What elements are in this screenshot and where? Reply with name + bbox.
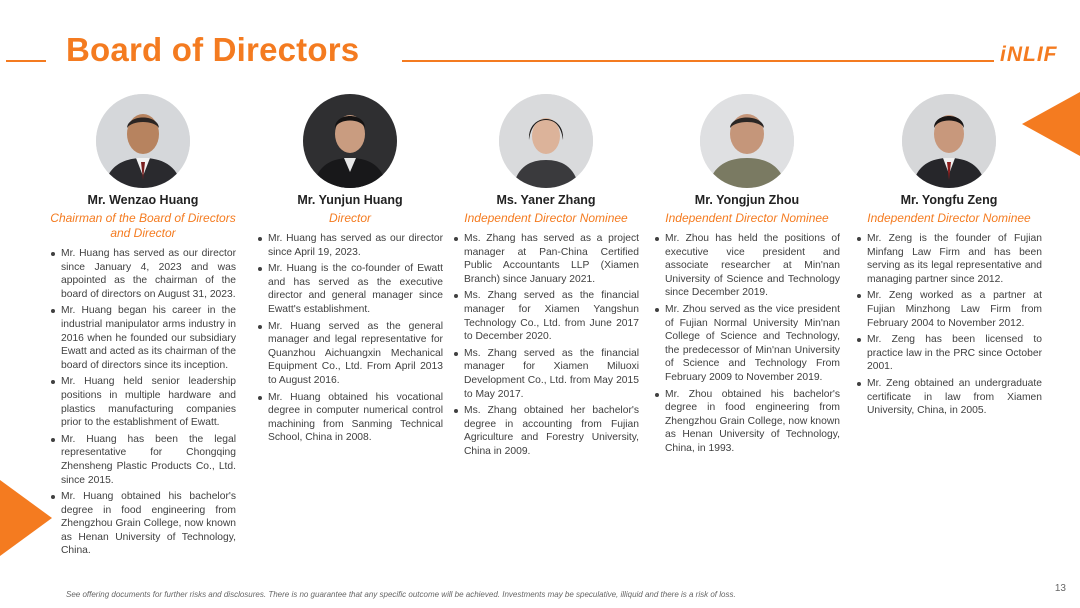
director-role: Independent Director Nominee	[665, 211, 829, 225]
bio-bullet: Mr. Huang has served as our director since January 4, 2023 and was appointed as the chairman of the board of directors on August 31, 2023.	[50, 247, 236, 301]
bio-bullet: Mr. Zhou obtained his bachelor's degree in food engineering from Zhengzhou Grain College, now known as Henan University of Technology, China, in 1993.	[654, 388, 840, 456]
director-card-yongjun-zhou	[654, 94, 840, 459]
person-photo-icon	[499, 94, 593, 188]
director-bio-list	[257, 232, 443, 445]
bio-bullet: Ms. Zhang served as the financial manager for Xiamen Yangshun Technology Co., Ltd. from June 2017 to December 2020.	[453, 289, 639, 343]
logo-text: iNLIF	[1000, 44, 1058, 66]
person-photo-icon	[303, 94, 397, 188]
bio-bullet: Mr. Huang has served as our director since April 19, 2023.	[257, 232, 443, 259]
director-bio-list	[654, 232, 840, 456]
company-logo	[1000, 44, 1076, 66]
bio-bullet: Mr. Zeng worked as a partner at Fujian Minzhong Law Firm from February 2004 to November 2012.	[856, 289, 1042, 330]
director-bio-list	[453, 232, 639, 459]
bio-bullet: Mr. Huang held senior leadership positions in multiple hardware and plastics manufacturing companies prior to the establishment of Ewatt.	[50, 375, 236, 429]
accent-line-right	[402, 60, 994, 62]
accent-line-left	[6, 60, 46, 62]
bio-bullet: Ms. Zhang served as the financial manager for Xiamen Miluoxi Development Co., Ltd. from May 2015 to May 2017.	[453, 347, 639, 401]
director-card-yongfu-zeng	[856, 94, 1042, 421]
director-name: Ms. Yaner Zhang	[496, 193, 596, 207]
director-bio-list	[856, 232, 1042, 418]
director-card-yunjun-huang	[257, 94, 443, 448]
bio-bullet: Mr. Huang obtained his vocational degree in computer numerical control machining from Sanming Technical School, China in 2008.	[257, 391, 443, 445]
bio-bullet: Mr. Huang obtained his bachelor's degree in food engineering from Zhengzhou Grain College, now known as Henan University of Technology, China.	[50, 490, 236, 558]
bio-bullet: Mr. Huang began his career in the industrial manipulator arms industry in 2016 when he founded our subsidiary Ewatt and acted as its chairman of the board of directors since its inception.	[50, 304, 236, 372]
director-role: Independent Director Nominee	[867, 211, 1031, 225]
bio-bullet: Mr. Zeng is the founder of Fujian Minfang Law Firm and has been serving as its legal representative and managing partner since 2012.	[856, 232, 1042, 286]
bio-bullet: Mr. Zhou served as the vice president of Fujian Normal University Min'nan College of Science and Technology, the predecessor of Min'nan University of Science and Technology From February 2009 to November 2019.	[654, 303, 840, 385]
bio-bullet: Mr. Zeng has been licensed to practice law in the PRC since October 2001.	[856, 333, 1042, 374]
director-card-yaner-zhang	[453, 94, 639, 462]
person-photo-icon	[96, 94, 190, 188]
director-role: Chairman of the Board of Directors and Director	[50, 211, 236, 240]
decorative-triangle-left	[0, 480, 52, 556]
director-name: Mr. Wenzao Huang	[87, 193, 199, 207]
bio-bullet: Mr. Huang has been the legal representative for Chongqing Zhensheng Plastic Products Co., Ltd. since 2015.	[50, 433, 236, 487]
bio-bullet: Mr. Zhou has held the positions of executive vice president and associate researcher at Min'nan University of Science and Technology since December 2019.	[654, 232, 840, 300]
director-role: Independent Director Nominee	[464, 211, 628, 225]
person-photo-icon	[902, 94, 996, 188]
page-number: 13	[1054, 583, 1066, 594]
bio-bullet: Ms. Zhang has served as a project manager at Pan-China Certified Public Accountants LLP (Xiamen Branch) since January 2021.	[453, 232, 639, 286]
bio-bullet: Ms. Zhang obtained her bachelor's degree in accounting from Fujian Agriculture and Forestry University, China in 2009.	[453, 404, 639, 458]
bio-bullet: Mr. Huang served as the general manager and legal representative for Quanzhou Aichuangxin Mechanical Equipment Co., Ltd. From April 2013 to August 2016.	[257, 320, 443, 388]
director-name: Mr. Yunjun Huang	[297, 193, 403, 207]
person-photo-icon	[700, 94, 794, 188]
director-role: Director	[328, 211, 371, 225]
director-name: Mr. Yongjun Zhou	[694, 193, 800, 207]
director-card-wenzao-huang	[50, 94, 236, 561]
bio-bullet: Mr. Zeng obtained an undergraduate certificate in law from Xiamen University, China, in 2005.	[856, 377, 1042, 418]
footer-disclaimer: See offering documents for further risks and disclosures. There is no guarantee that any specific outcome will be achieved. Investments may be speculative, illiquid and there is a risk of loss.	[66, 590, 736, 599]
page-title: Board of Directors	[66, 31, 360, 68]
director-name: Mr. Yongfu Zeng	[900, 193, 998, 207]
bio-bullet: Mr. Huang is the co-founder of Ewatt and has served as the executive director and general manager since Ewatt's establishment.	[257, 262, 443, 316]
director-bio-list	[50, 247, 236, 558]
